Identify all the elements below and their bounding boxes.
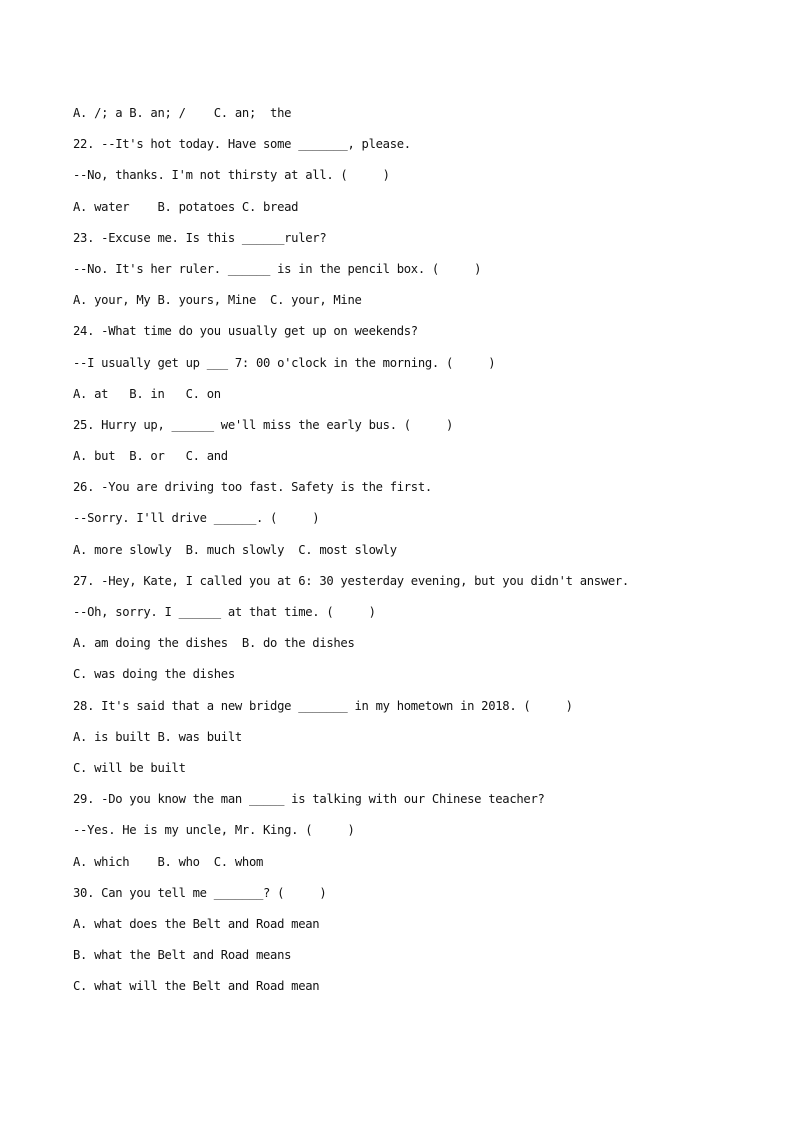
answer-options: A. at B. in C. on bbox=[73, 386, 221, 401]
answer-options: A. your, My B. yours, Mine C. your, Mine bbox=[73, 293, 362, 308]
text-line: --No. It's her ruler. ______ is in the pencil box. ( ) bbox=[73, 261, 482, 276]
answer-options: A. am doing the dishes B. do the dishes bbox=[73, 636, 355, 651]
question-29: 29. -Do you know the man _____ is talking with our Chinese teacher? bbox=[73, 792, 545, 807]
question-30: 30. Can you tell me _______? ( ) bbox=[73, 885, 327, 900]
answer-options: C. will be built bbox=[73, 760, 186, 775]
question-24: 24. -What time do you usually get up on weekends? bbox=[73, 324, 418, 339]
question-26: 26. -You are driving too fast. Safety is the first. bbox=[73, 480, 432, 495]
text-line: --No, thanks. I'm not thirsty at all. ( ) bbox=[73, 168, 390, 183]
question-text-block bbox=[73, 103, 753, 1007]
text-line: --I usually get up ___ 7: 00 o'clock in the morning. ( ) bbox=[73, 355, 496, 370]
answer-options: A. what does the Belt and Road mean bbox=[73, 916, 320, 931]
answer-options: A. which B. who C. whom bbox=[73, 854, 264, 869]
text-line: --Sorry. I'll drive ______. ( ) bbox=[73, 511, 320, 526]
question-25: 25. Hurry up, ______ we'll miss the early bus. ( ) bbox=[73, 417, 454, 432]
answer-options: A. but B. or C. and bbox=[73, 449, 228, 464]
answer-options: A. more slowly B. much slowly C. most slowly bbox=[73, 542, 397, 557]
question-27: 27. -Hey, Kate, I called you at 6: 30 yesterday evening, but you didn't answer. bbox=[73, 573, 629, 588]
answer-options: B. what the Belt and Road means bbox=[73, 948, 292, 963]
question-23: 23. -Excuse me. Is this ______ruler? bbox=[73, 230, 327, 245]
answer-options: C. what will the Belt and Road mean bbox=[73, 979, 320, 994]
text-line: A. /; a B. an; / C. an; the bbox=[73, 106, 292, 120]
text-line: --Yes. He is my uncle, Mr. King. ( ) bbox=[73, 823, 355, 838]
answer-options: A. water B. potatoes C. bread bbox=[73, 199, 299, 214]
text-line: --Oh, sorry. I ______ at that time. ( ) bbox=[73, 605, 376, 619]
question-28: 28. It's said that a new bridge _______ in my hometown in 2018. ( ) bbox=[73, 698, 573, 713]
answer-options: C. was doing the dishes bbox=[73, 667, 235, 682]
answer-options: A. is built B. was built bbox=[73, 729, 242, 744]
question-22: 22. --It's hot today. Have some _______, please. bbox=[73, 137, 411, 152]
